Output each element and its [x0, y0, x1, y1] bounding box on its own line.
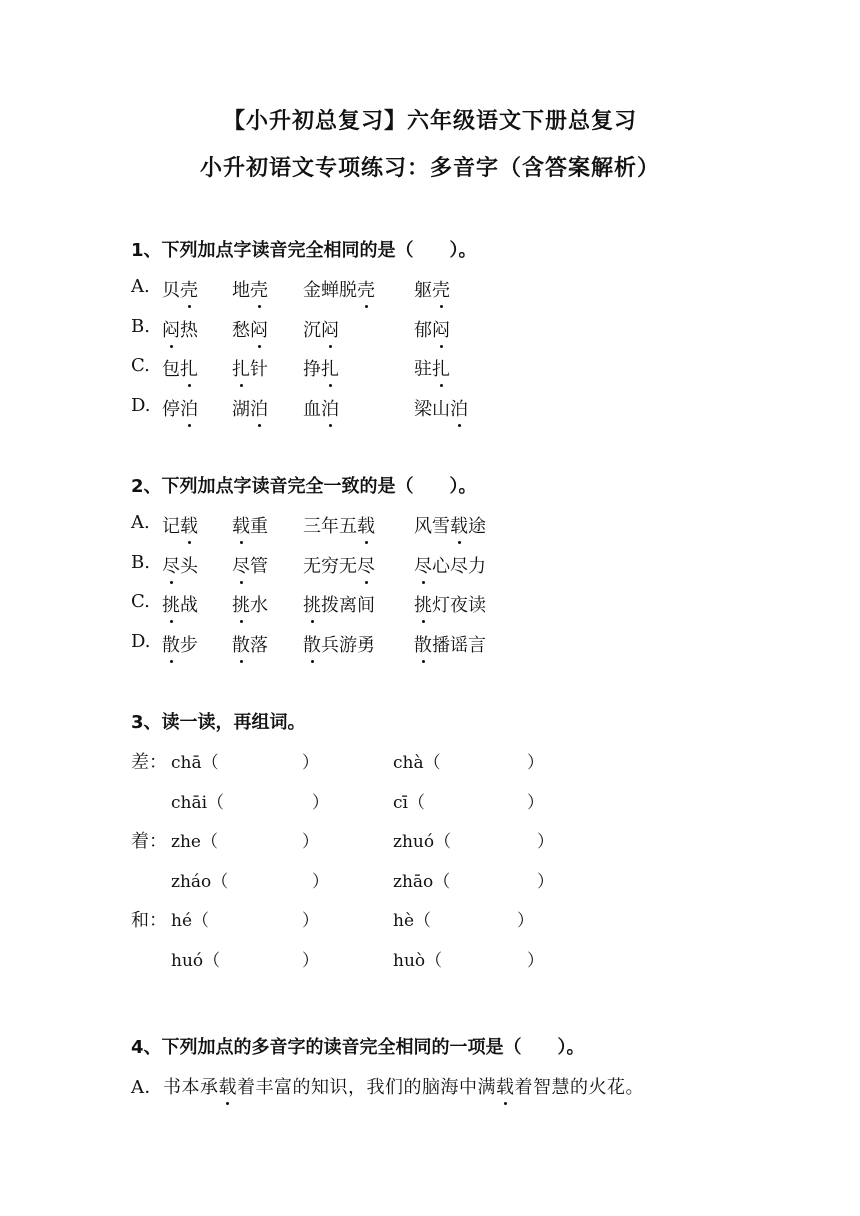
question-2-stem: 2、下列加点字读音完全一致的是（ ）。	[131, 476, 477, 497]
word-part: 头	[180, 555, 198, 577]
option-word	[162, 355, 198, 381]
word-part: 针	[250, 359, 268, 380]
word-part: 落	[250, 634, 268, 656]
dotted-character: 壳	[250, 276, 268, 302]
option-word	[303, 355, 339, 381]
dotted-character: 闷	[321, 316, 339, 342]
dotted-character: 散	[414, 631, 432, 657]
pinyin-blank[interactable]: zhāo（	[393, 871, 451, 892]
option-word	[303, 512, 375, 538]
option-word	[162, 512, 198, 538]
closing-paren: ）	[312, 792, 329, 813]
dotted-character: 扎	[432, 355, 450, 381]
dotted-character: 扎	[232, 355, 250, 381]
closing-paren: ）	[517, 911, 534, 931]
word-part: 挣	[303, 359, 321, 380]
dotted-character: 挑	[232, 591, 250, 617]
dotted-character: 尽	[162, 552, 180, 578]
dotted-character: 挑	[303, 591, 321, 617]
word-part: 重	[250, 516, 268, 537]
dotted-character: 载	[450, 512, 468, 538]
word-part: 血	[303, 398, 321, 420]
option-word	[414, 276, 450, 302]
word-part: 湖	[232, 398, 250, 420]
dotted-character: 尽	[414, 552, 432, 578]
option-word	[232, 631, 268, 657]
option-word	[303, 276, 375, 302]
option-word	[232, 395, 268, 421]
dotted-character: 闷	[250, 316, 268, 342]
option-label: B.	[131, 551, 150, 573]
word-part: 风雪	[414, 516, 450, 537]
word-part: 梁山	[414, 398, 450, 420]
dotted-character: 扎	[180, 355, 198, 381]
word-part: 贝	[162, 280, 180, 301]
word-part: 沉	[303, 319, 321, 341]
pinyin-blank[interactable]: chā（	[171, 753, 219, 773]
pinyin-blank[interactable]: hé（	[171, 911, 210, 931]
word-part: 驻	[414, 359, 432, 380]
word-part: 灯夜读	[432, 595, 486, 616]
document-title: 【小升初总复习】六年级语文下册总复习	[222, 109, 637, 134]
dotted-character: 泊	[250, 395, 268, 421]
word-part: 管	[250, 555, 268, 577]
option-word	[414, 395, 468, 421]
word-part: 郁	[414, 319, 432, 341]
option-label: C.	[131, 355, 150, 376]
option-word	[232, 316, 268, 342]
option-word	[303, 591, 375, 617]
option-word	[414, 591, 486, 617]
dotted-character: 散	[303, 631, 321, 657]
closing-paren: ）	[527, 792, 544, 813]
word-part: 战	[180, 595, 198, 616]
option-label: D.	[131, 394, 151, 416]
pinyin-blank[interactable]: zhuó（	[393, 832, 452, 852]
closing-paren: ）	[312, 871, 329, 892]
sentence-part: 着丰富的知识，我们的脑海中满	[237, 1077, 496, 1098]
option-label: D.	[131, 630, 151, 652]
option-word	[232, 276, 268, 302]
polyphonic-character: 和：	[131, 910, 167, 931]
option-word	[414, 316, 450, 342]
word-part: 包	[162, 359, 180, 380]
question-4-stem: 4、下列加点的多音字的读音完全相同的一项是（ ）。	[131, 1037, 585, 1058]
word-part: 躯	[414, 280, 432, 301]
word-part: 拨离间	[321, 595, 375, 616]
dotted-character: 载	[357, 512, 375, 538]
dotted-character: 载	[232, 512, 250, 538]
option-word	[414, 355, 450, 381]
word-part: 心尽力	[432, 555, 486, 577]
option-label: B.	[131, 315, 150, 337]
option-word	[162, 276, 198, 302]
option-word	[162, 552, 198, 578]
word-part: 愁	[232, 319, 250, 341]
option-word	[303, 552, 375, 578]
pinyin-blank[interactable]: chà（	[393, 753, 441, 773]
option-word	[303, 316, 339, 342]
word-part: 三年五	[303, 516, 357, 537]
word-part: 途	[468, 516, 486, 537]
word-part: 兵游勇	[321, 634, 375, 656]
pinyin-blank[interactable]: chāi（	[171, 792, 225, 813]
option-word	[162, 316, 198, 342]
option-label: A.	[131, 512, 150, 533]
option-word	[232, 355, 268, 381]
option-label: A．	[131, 1077, 163, 1098]
closing-paren: ）	[537, 871, 554, 892]
option-word	[232, 591, 268, 617]
question-1-stem: 1、下列加点字读音完全相同的是（ ）。	[131, 240, 477, 261]
option-word	[303, 395, 339, 421]
dotted-character: 泊	[180, 395, 198, 421]
dotted-character: 散	[232, 631, 250, 657]
sentence-part: 书本承	[163, 1077, 219, 1098]
dotted-character: 载	[180, 512, 198, 538]
word-part: 水	[250, 595, 268, 616]
word-part: 播谣言	[432, 634, 486, 656]
option-word	[303, 631, 375, 657]
dotted-character: 挑	[162, 591, 180, 617]
option-label: A.	[131, 276, 150, 297]
word-part: 步	[180, 634, 198, 656]
sentence-part: 着智慧的火花。	[514, 1077, 644, 1098]
option-word	[414, 552, 486, 578]
closing-paren: ）	[537, 832, 554, 852]
option-label: C.	[131, 591, 150, 612]
option-word	[162, 631, 198, 657]
question-4-option-a	[131, 1073, 644, 1099]
dotted-character: 壳	[432, 276, 450, 302]
word-part: 停	[162, 398, 180, 420]
dotted-character: 壳	[180, 276, 198, 302]
dotted-character: 尽	[232, 552, 250, 578]
option-word	[162, 395, 198, 421]
dotted-character: 挑	[414, 591, 432, 617]
pinyin-blank[interactable]: zháo（	[171, 871, 229, 892]
polyphonic-character: 着：	[131, 831, 167, 852]
option-word	[414, 512, 486, 538]
dotted-character: 载	[219, 1073, 238, 1099]
dotted-character: 泊	[321, 395, 339, 421]
word-part: 热	[180, 319, 198, 341]
pinyin-blank[interactable]: cī（	[393, 792, 425, 813]
dotted-character: 闷	[432, 316, 450, 342]
option-word	[414, 631, 486, 657]
option-word	[162, 591, 198, 617]
closing-paren: ）	[302, 753, 319, 773]
pinyin-blank[interactable]: huó（	[171, 950, 221, 971]
dotted-character: 尽	[357, 552, 375, 578]
word-part: 记	[162, 516, 180, 537]
closing-paren: ）	[302, 911, 319, 931]
dotted-character: 散	[162, 631, 180, 657]
polyphonic-character: 差：	[131, 752, 167, 773]
word-part: 地	[232, 280, 250, 301]
word-part: 无穷无	[303, 555, 357, 577]
closing-paren: ）	[527, 753, 544, 773]
word-part: 金蝉脱	[303, 280, 357, 301]
question-3-stem: 3、读一读，再组词。	[131, 712, 306, 733]
document-subtitle: 小升初语文专项练习：多音字（含答案解析）	[199, 156, 660, 181]
pinyin-blank[interactable]: hè（	[393, 911, 432, 931]
dotted-character: 载	[496, 1073, 515, 1099]
dotted-character: 扎	[321, 355, 339, 381]
option-word	[232, 552, 268, 578]
dotted-character: 壳	[357, 276, 375, 302]
option-word	[232, 512, 268, 538]
dotted-character: 闷	[162, 316, 180, 342]
dotted-character: 泊	[450, 395, 468, 421]
closing-paren: ）	[302, 950, 319, 971]
closing-paren: ）	[302, 832, 319, 852]
pinyin-blank[interactable]: huò（	[393, 950, 443, 971]
pinyin-blank[interactable]: zhe（	[171, 832, 218, 852]
closing-paren: ）	[527, 950, 544, 971]
